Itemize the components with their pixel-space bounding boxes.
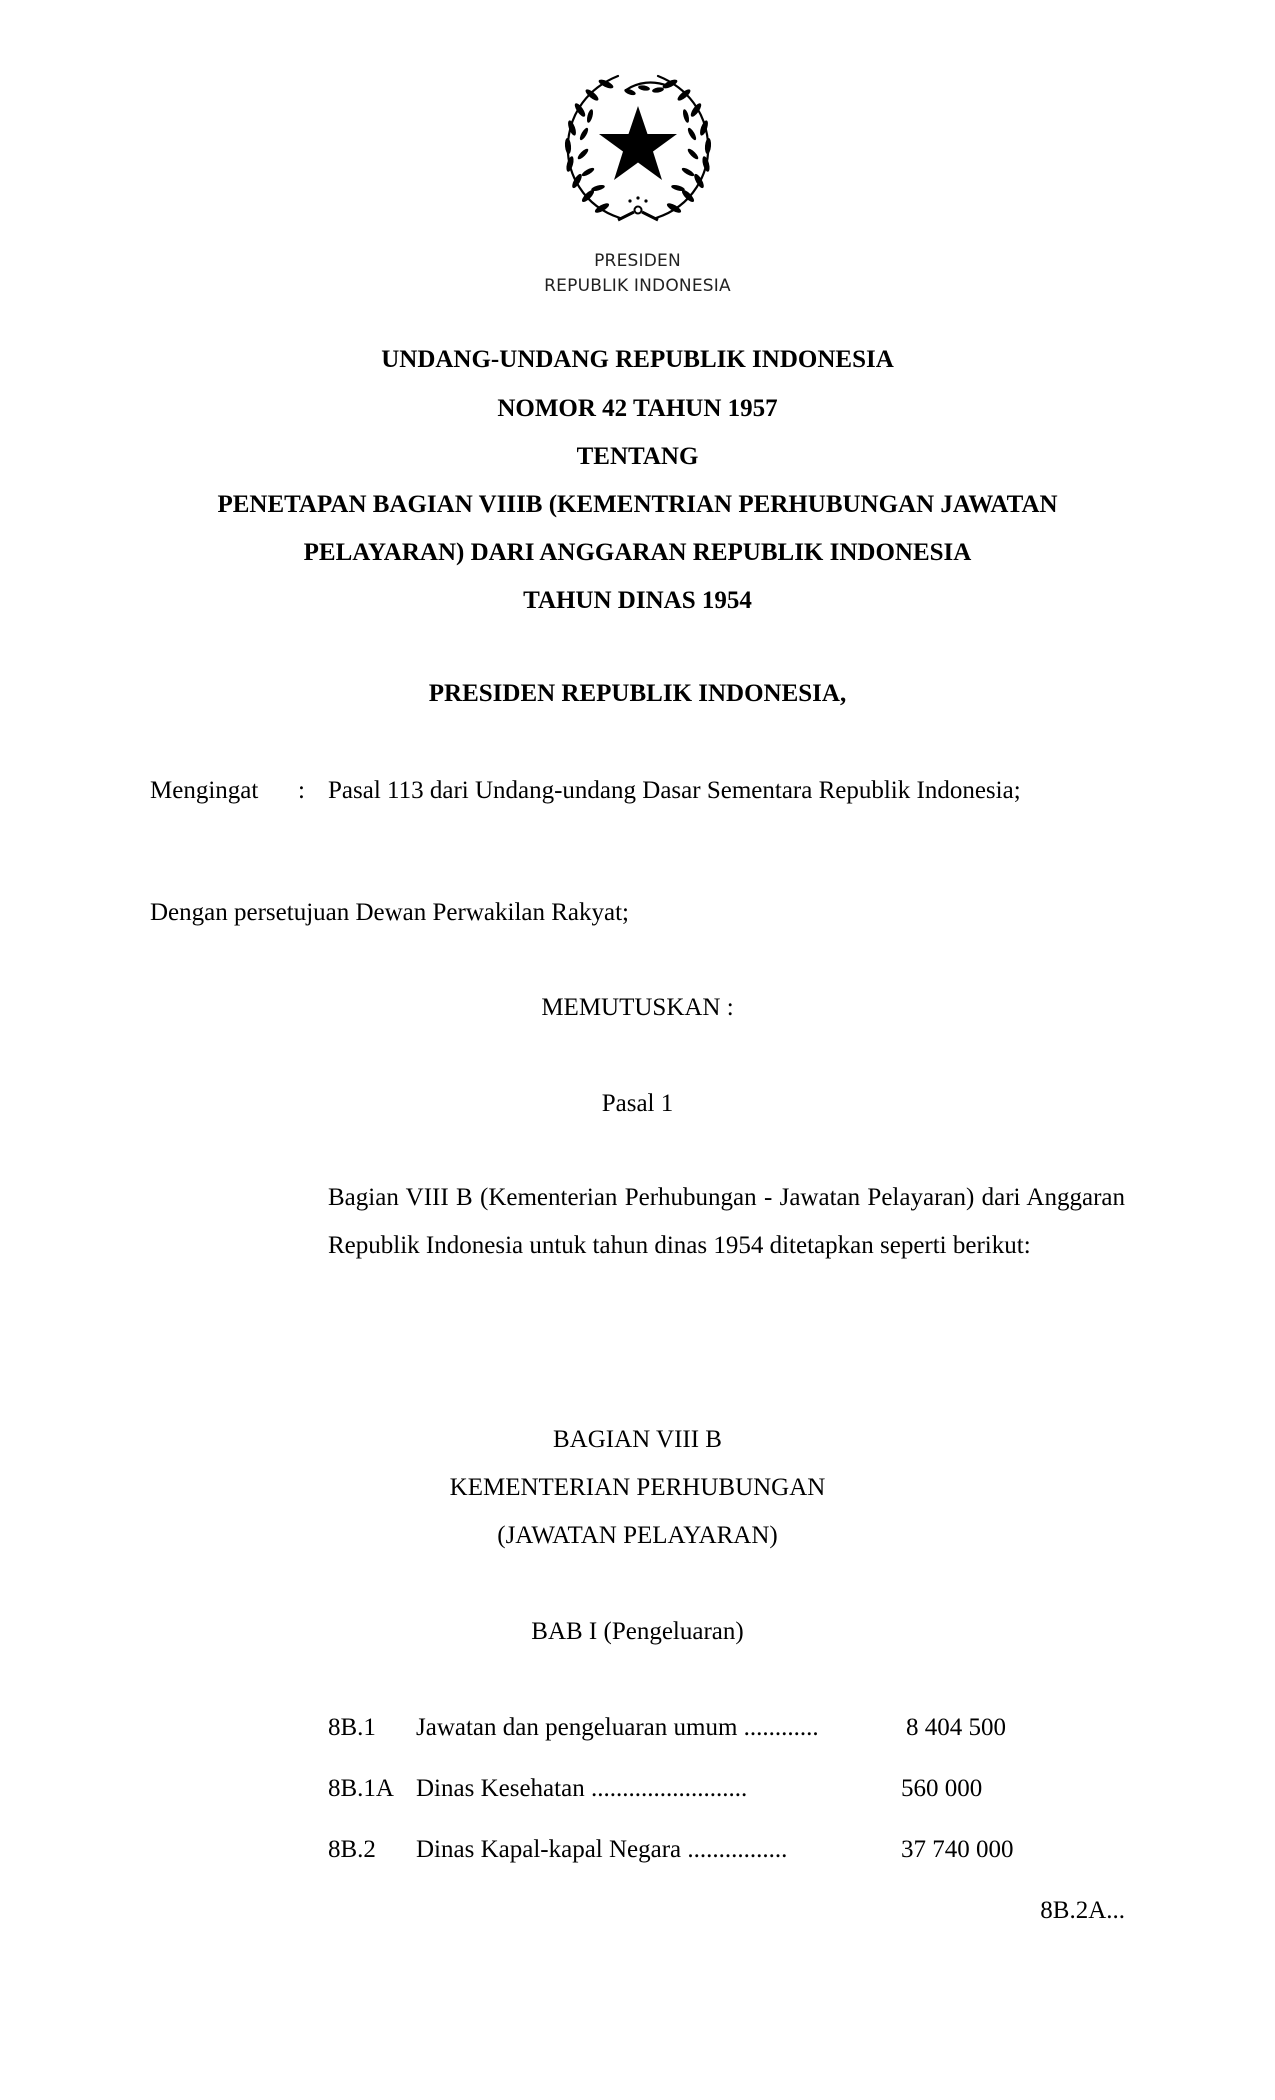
issuer-heading: PRESIDEN REPUBLIK INDONESIA,: [428, 680, 847, 707]
pasal-body: Bagian VIII B (Kementerian Perhubungan - Jawatan Pelayaran) dari Anggaran Republik Indonesia untuk tahun dinas 1954 ditetapkan seperti berikut:: [328, 1184, 1125, 1259]
budget-row: [328, 1835, 1128, 1865]
persetujuan-text: Dengan persetujuan Dewan Perwakilan Rakyat;: [150, 899, 630, 926]
title-line-4: PENETAPAN BAGIAN VIIIB (KEMENTRIAN PERHUBUNGAN JAWATAN: [217, 491, 1058, 518]
section-line-1: BAGIAN VIII B: [553, 1426, 722, 1453]
title-line-5: PELAYARAN) DARI ANGGARAN REPUBLIK INDONESIA: [303, 539, 972, 566]
budget-row: [328, 1713, 1128, 1743]
budget-amount: 8 404 500: [906, 1714, 1006, 1741]
budget-code: 8B.2: [328, 1836, 376, 1863]
memutuskan-heading: MEMUTUSKAN :: [541, 994, 734, 1021]
budget-code: 8B.1: [328, 1714, 376, 1741]
budget-description: Dinas Kapal-kapal Negara ................: [416, 1836, 788, 1863]
section-line-3: (JAWATAN PELAYARAN): [497, 1522, 778, 1549]
budget-description: Jawatan dan pengeluaran umum ............: [416, 1714, 819, 1741]
budget-amount: 560 000: [901, 1775, 983, 1802]
pasal-title: Pasal 1: [601, 1090, 674, 1117]
title-line-2: NOMOR 42 TAHUN 1957: [497, 395, 778, 422]
section-line-2: KEMENTERIAN PERHUBUNGAN: [449, 1474, 826, 1501]
chapter-heading: BAB I (Pengeluaran): [531, 1618, 744, 1645]
title-line-1: UNDANG-UNDANG REPUBLIK INDONESIA: [381, 346, 894, 373]
budget-code: 8B.1A: [328, 1775, 394, 1802]
title-line-6: TAHUN DINAS 1954: [523, 587, 752, 614]
mengingat-colon: :: [298, 777, 305, 804]
emblem-caption-presiden: PRESIDEN: [594, 251, 681, 271]
mengingat-label: Mengingat: [150, 777, 259, 804]
budget-amount: 37 740 000: [901, 1836, 1014, 1863]
mengingat-text: Pasal 113 dari Undang-undang Dasar Sementara Republik Indonesia;: [328, 777, 1021, 804]
budget-row: [328, 1774, 1128, 1804]
emblem-caption-republik: REPUBLIK INDONESIA: [544, 276, 731, 296]
continuation-marker: 8B.2A...: [1040, 1897, 1125, 1924]
title-line-3: TENTANG: [576, 443, 699, 470]
presidential-seal-icon: [558, 68, 718, 228]
budget-description: Dinas Kesehatan .........................: [416, 1775, 748, 1802]
